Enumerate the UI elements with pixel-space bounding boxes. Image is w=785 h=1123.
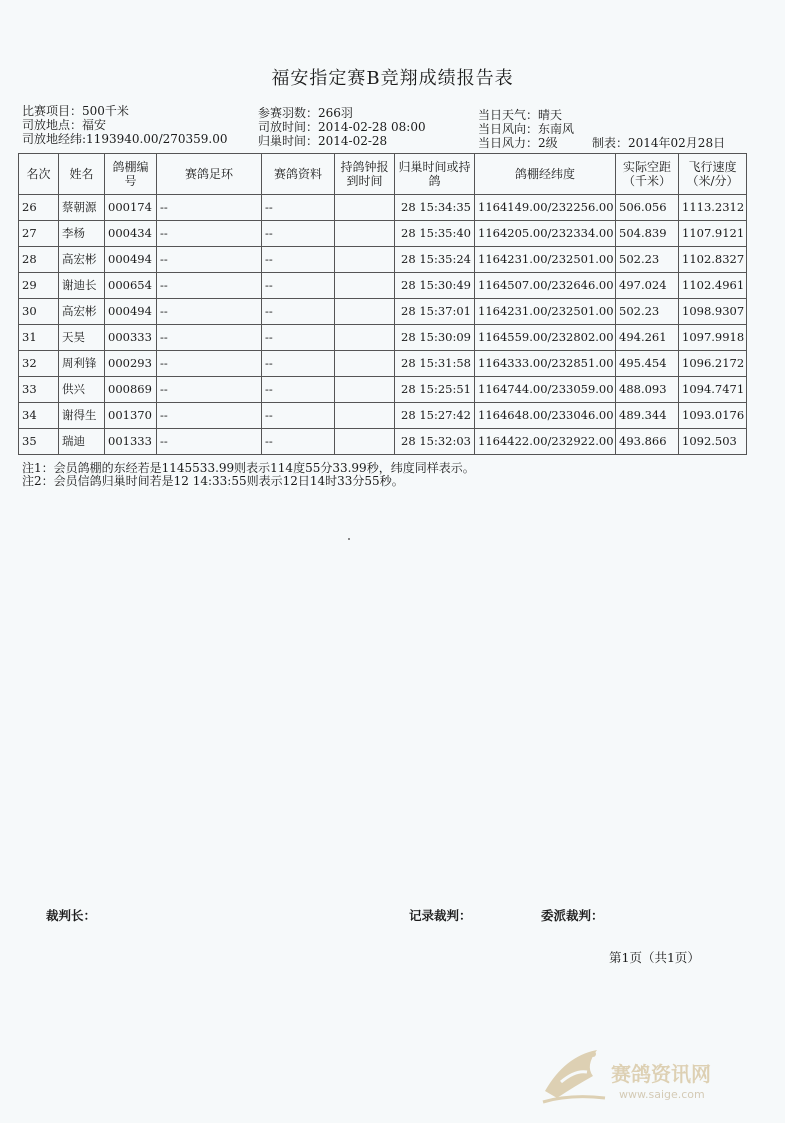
note-2: 注2：会员信鸽归巢时间若是12 14:33:55则表示12日14时33分55秒。	[22, 474, 404, 488]
appointed-judge-label: 委派裁判：	[541, 908, 604, 923]
table-header-row	[19, 154, 747, 195]
coords-cell: 1164422.00/232922.00	[475, 429, 616, 455]
coords-cell: 1164559.00/232802.00	[475, 325, 616, 351]
name-cell: 供兴	[59, 377, 105, 403]
distance-cell: 506.056	[616, 195, 679, 221]
coords-cell: 1164149.00/232256.00	[475, 195, 616, 221]
header-name: 姓名	[59, 154, 105, 195]
name-cell: 蔡朝源	[59, 195, 105, 221]
arrival-time-cell: 28 15:31:58	[395, 351, 475, 377]
loft-cell: 000333	[105, 325, 157, 351]
header-clock-time: 持鸽钟报到时间	[335, 154, 395, 195]
clock-cell	[335, 247, 395, 273]
info-cell: --	[262, 299, 335, 325]
loft-cell: 000869	[105, 377, 157, 403]
distance-cell: 493.866	[616, 429, 679, 455]
info-wind-direction: 当日风向：东南风	[478, 122, 575, 136]
rank-cell: 30	[19, 299, 59, 325]
loft-cell: 001333	[105, 429, 157, 455]
header-rank: 名次	[19, 154, 59, 195]
name-cell: 谢得生	[59, 403, 105, 429]
info-cell: --	[262, 195, 335, 221]
arrival-time-cell: 28 15:32:03	[395, 429, 475, 455]
distance-cell: 489.344	[616, 403, 679, 429]
ring-cell: --	[157, 299, 262, 325]
coords-cell: 1164205.00/232334.00	[475, 221, 616, 247]
distance-cell: 494.261	[616, 325, 679, 351]
header-pigeon-info: 赛鸽资料	[262, 154, 335, 195]
header-distance: 实际空距（千米）	[616, 154, 679, 195]
table-row	[19, 403, 747, 429]
info-cell: --	[262, 351, 335, 377]
table-row	[19, 273, 747, 299]
rank-cell: 31	[19, 325, 59, 351]
name-cell: 天昊	[59, 325, 105, 351]
distance-cell: 502.23	[616, 299, 679, 325]
info-release-coords: 司放地经纬:1193940.00/270359.00	[22, 132, 228, 146]
ring-cell: --	[157, 429, 262, 455]
clock-cell	[335, 429, 395, 455]
loft-cell: 000293	[105, 351, 157, 377]
header-speed: 飞行速度（米/分）	[679, 154, 747, 195]
info-return-time: 归巢时间：2014-02-28	[258, 134, 388, 148]
info-cell: --	[262, 377, 335, 403]
coords-cell: 1164333.00/232851.00	[475, 351, 616, 377]
clock-cell	[335, 377, 395, 403]
rank-cell: 33	[19, 377, 59, 403]
name-cell: 李杨	[59, 221, 105, 247]
arrival-time-cell: 28 15:30:09	[395, 325, 475, 351]
rank-cell: 28	[19, 247, 59, 273]
info-entries: 参赛羽数：266羽	[258, 106, 353, 120]
table-row	[19, 325, 747, 351]
loft-cell: 001370	[105, 403, 157, 429]
info-weather: 当日天气：晴天	[478, 108, 563, 122]
speed-cell: 1107.9121	[679, 221, 747, 247]
ring-cell: --	[157, 325, 262, 351]
coords-cell: 1164648.00/233046.00	[475, 403, 616, 429]
info-wind-force: 当日风力：2级	[478, 136, 558, 150]
speed-cell: 1094.7471	[679, 377, 747, 403]
clock-cell	[335, 195, 395, 221]
header-loft-coords: 鸽棚经纬度	[475, 154, 616, 195]
clock-cell	[335, 325, 395, 351]
coords-cell: 1164507.00/232646.00	[475, 273, 616, 299]
pigeon-logo-icon	[535, 1036, 615, 1116]
name-cell: 谢迪长	[59, 273, 105, 299]
table-row	[19, 299, 747, 325]
header-ring: 赛鸽足环	[157, 154, 262, 195]
table-row	[19, 377, 747, 403]
ring-cell: --	[157, 377, 262, 403]
page-number: 第1页（共1页）	[609, 950, 700, 965]
table-row	[19, 195, 747, 221]
distance-cell: 495.454	[616, 351, 679, 377]
coords-cell: 1164231.00/232501.00	[475, 299, 616, 325]
arrival-time-cell: 28 15:27:42	[395, 403, 475, 429]
table-row	[19, 247, 747, 273]
clock-cell	[335, 221, 395, 247]
arrival-time-cell: 28 15:35:24	[395, 247, 475, 273]
speed-cell: 1092.503	[679, 429, 747, 455]
rank-cell: 29	[19, 273, 59, 299]
clock-cell	[335, 299, 395, 325]
loft-cell: 000174	[105, 195, 157, 221]
table-row	[19, 429, 747, 455]
speed-cell: 1097.9918	[679, 325, 747, 351]
name-cell: 瑞迪	[59, 429, 105, 455]
ring-cell: --	[157, 195, 262, 221]
distance-cell: 497.024	[616, 273, 679, 299]
info-cell: --	[262, 273, 335, 299]
speed-cell: 1102.8327	[679, 247, 747, 273]
clock-cell	[335, 403, 395, 429]
info-release-time: 司放时间：2014-02-28 08:00	[258, 120, 426, 134]
info-release-place: 司放地点：福安	[22, 118, 107, 132]
rank-cell: 32	[19, 351, 59, 377]
name-cell: 高宏彬	[59, 247, 105, 273]
speed-cell: 1102.4961	[679, 273, 747, 299]
clock-cell	[335, 351, 395, 377]
info-cell: --	[262, 403, 335, 429]
table-row	[19, 221, 747, 247]
loft-cell: 000494	[105, 299, 157, 325]
watermark	[535, 1036, 755, 1116]
header-loft-number: 鸽棚编号	[105, 154, 157, 195]
rank-cell: 35	[19, 429, 59, 455]
clock-cell	[335, 273, 395, 299]
arrival-time-cell: 28 15:35:40	[395, 221, 475, 247]
rank-cell: 34	[19, 403, 59, 429]
speed-cell: 1093.0176	[679, 403, 747, 429]
name-cell: 高宏彬	[59, 299, 105, 325]
recorder-judge-label: 记录裁判：	[409, 908, 472, 923]
info-cell: --	[262, 429, 335, 455]
info-cell: --	[262, 247, 335, 273]
scan-speck	[348, 538, 350, 540]
arrival-time-cell: 28 15:30:49	[395, 273, 475, 299]
coords-cell: 1164744.00/233059.00	[475, 377, 616, 403]
info-made-date: 制表：2014年02月28日	[592, 136, 726, 150]
arrival-time-cell: 28 15:34:35	[395, 195, 475, 221]
table-row	[19, 351, 747, 377]
loft-cell: 000654	[105, 273, 157, 299]
ring-cell: --	[157, 221, 262, 247]
distance-cell: 502.23	[616, 247, 679, 273]
rank-cell: 27	[19, 221, 59, 247]
note-1: 注1：会员鸽棚的东经若是1145533.99则表示114度55分33.99秒，纬度同样表示。	[22, 461, 475, 475]
distance-cell: 504.839	[616, 221, 679, 247]
ring-cell: --	[157, 247, 262, 273]
info-cell: --	[262, 221, 335, 247]
loft-cell: 000494	[105, 247, 157, 273]
arrival-time-cell: 28 15:25:51	[395, 377, 475, 403]
ring-cell: --	[157, 403, 262, 429]
name-cell: 周利锋	[59, 351, 105, 377]
notes	[22, 462, 475, 488]
watermark-url: www.saige.com	[619, 1088, 705, 1101]
speed-cell: 1113.2312	[679, 195, 747, 221]
rank-cell: 26	[19, 195, 59, 221]
ring-cell: --	[157, 273, 262, 299]
info-event: 比赛项目：500千米	[22, 104, 129, 118]
report-title: 福安指定赛B竞翔成绩报告表	[271, 68, 514, 89]
watermark-text: 赛鸽资讯网	[611, 1062, 711, 1086]
header-arrival-time: 归巢时间或持鸽	[395, 154, 475, 195]
coords-cell: 1164231.00/232501.00	[475, 247, 616, 273]
loft-cell: 000434	[105, 221, 157, 247]
speed-cell: 1096.2172	[679, 351, 747, 377]
results-table	[18, 153, 747, 455]
distance-cell: 488.093	[616, 377, 679, 403]
ring-cell: --	[157, 351, 262, 377]
info-cell: --	[262, 325, 335, 351]
arrival-time-cell: 28 15:37:01	[395, 299, 475, 325]
speed-cell: 1098.9307	[679, 299, 747, 325]
chief-judge-label: 裁判长：	[46, 908, 97, 923]
